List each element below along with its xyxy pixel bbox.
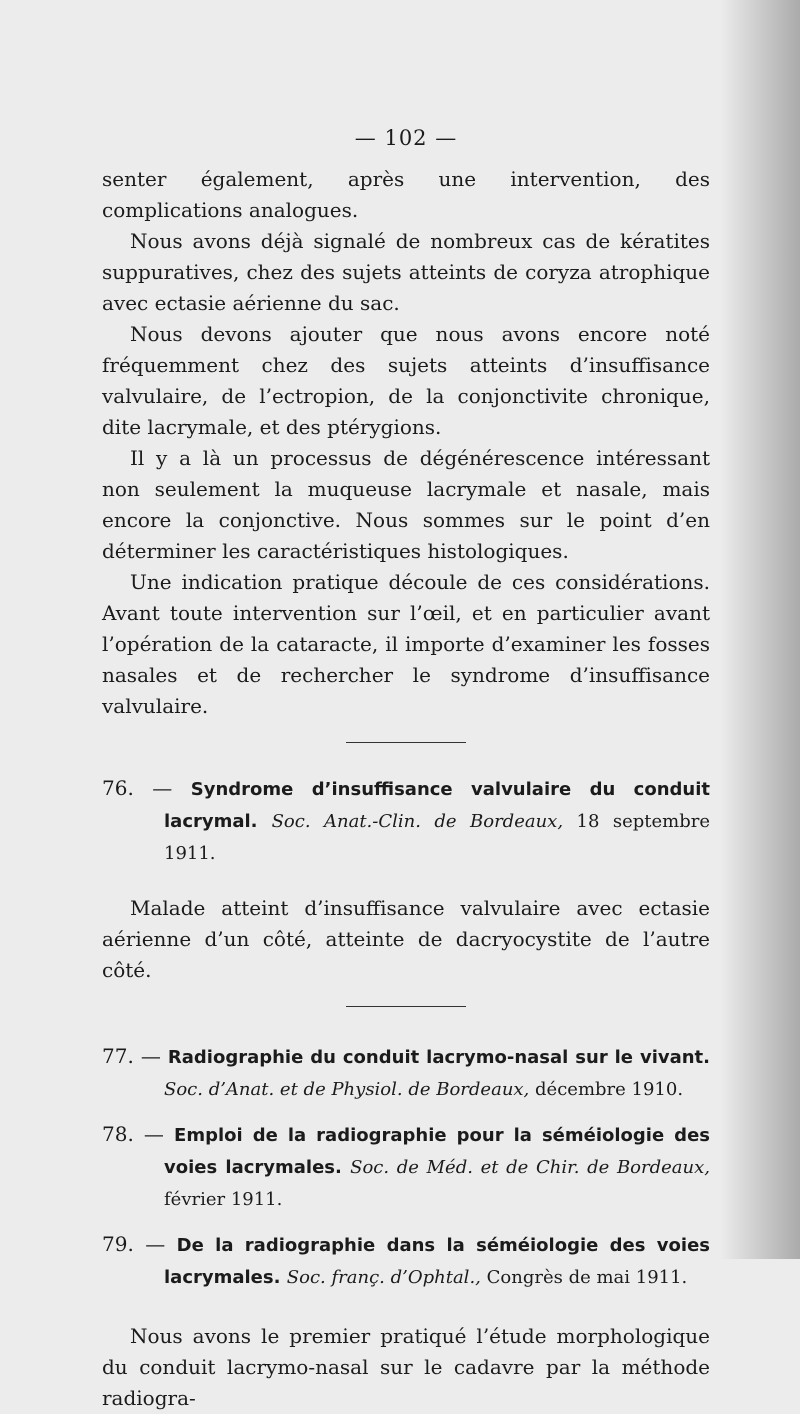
- page-edge-shadow: [720, 0, 800, 1259]
- bibliography-entry-77: [102, 1041, 710, 1105]
- entry-number: 76. —: [102, 776, 191, 800]
- bibliography-entry-78: [102, 1119, 710, 1215]
- entry-title: De la radiographie dans la séméiologie des voies lacrymales.: [164, 1235, 711, 1288]
- paragraph-indication: Une indication pratique découle de ces considérations. Avant toute intervention sur l’œil, et en particulier avant l’opération de la cataracte, il importe d’examiner les fosses nasales et de rechercher le syndrome d’insuffisance valvulaire.: [102, 570, 710, 718]
- page-content: [102, 126, 710, 1414]
- bibliography-entry-76: [102, 773, 710, 869]
- page-number: — 102 —: [354, 126, 458, 150]
- entry-number: 79. —: [102, 1232, 177, 1256]
- entry-number: 77. —: [102, 1044, 168, 1068]
- entry-title: Radiographie du conduit lacrymo-nasal sur le vivant.: [167, 1047, 710, 1068]
- bibliography-entry-79: [102, 1229, 710, 1293]
- entry-journal: Soc. franç. d’Ophtal.,: [286, 1267, 481, 1288]
- entry-date: 18 septembre 1911.: [164, 811, 711, 864]
- paragraph-continuation: senter également, après une intervention, des complications analogues.: [102, 167, 710, 222]
- section-divider: [346, 742, 466, 743]
- entry-journal: Soc. de Méd. et de Chir. de Bordeaux,: [350, 1157, 710, 1178]
- paragraph-keratites: Nous avons déjà signalé de nombreux cas de kératites suppuratives, chez des sujets atteints de coryza atrophique avec ectasie aérienne du sac.: [102, 229, 710, 315]
- entry-date: Congrès de mai 1911.: [486, 1267, 688, 1288]
- paragraph-ectropion: Nous devons ajouter que nous avons encore noté fréquemment chez des sujets atteints d’insuffisance valvulaire, de l’ectropion, de la conjonctivite chronique, dite lacrymale, et des ptérygions.: [102, 322, 710, 439]
- entry-journal: Soc. d’Anat. et de Physiol. de Bordeaux,: [164, 1079, 530, 1100]
- section-divider: [346, 1006, 466, 1007]
- paragraph-closing: Nous avons le premier pratiqué l’étude morphologique du conduit lacrymo-nasal sur le cadavre par la méthode radiogra-: [102, 1324, 710, 1410]
- entry-date: décembre 1910.: [535, 1079, 684, 1100]
- entry-title: Emploi de la radiographie pour la séméiologie des voies lacrymales.: [164, 1125, 710, 1178]
- entry-number: 78. —: [102, 1122, 175, 1146]
- abstract-76: Malade atteint d’insuffisance valvulaire avec ectasie aérienne d’un côté, atteinte de dacryocystite de l’autre côté.: [102, 896, 710, 982]
- entry-journal: Soc. Anat.-Clin. de Bordeaux,: [271, 811, 564, 832]
- paragraph-degenerescence: Il y a là un processus de dégénérescence intéressant non seulement la muqueuse lacrymale et nasale, mais encore la conjonctive. Nous sommes sur le point d’en déterminer les caractéristiques histologiques.: [102, 446, 710, 563]
- entry-title: Syndrome d’insuffisance valvulaire du conduit lacrymal.: [164, 779, 710, 832]
- entry-date: février 1911.: [164, 1189, 283, 1210]
